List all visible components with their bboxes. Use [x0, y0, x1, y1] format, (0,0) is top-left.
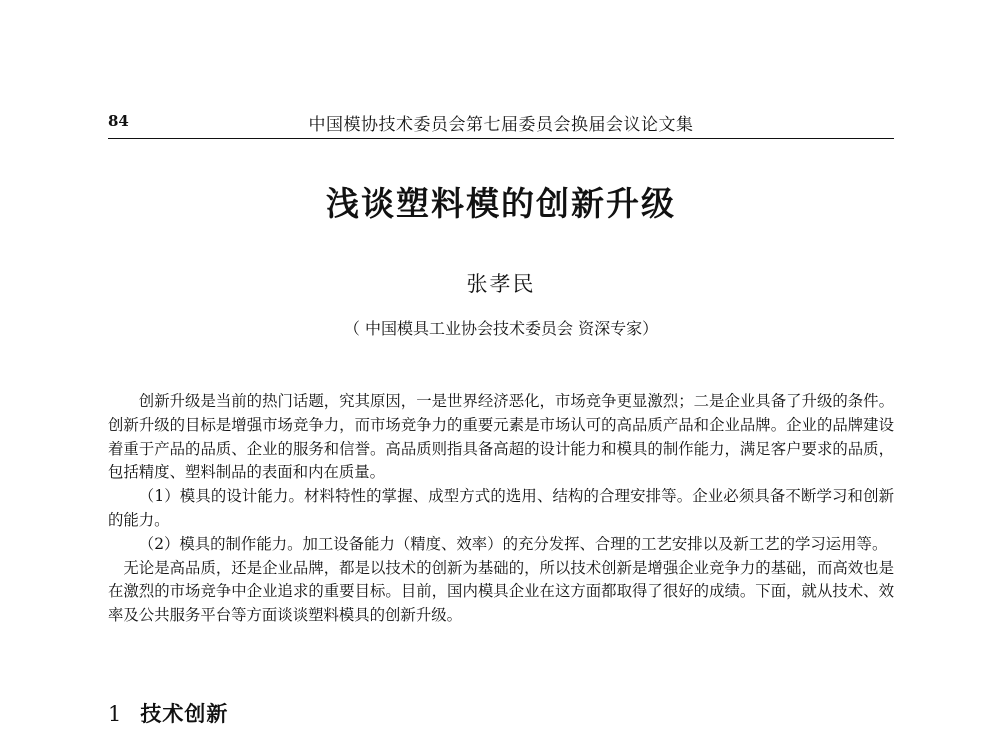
paragraph-summary: 无论是高品质，还是企业品牌，都是以技术的创新为基础的，所以技术创新是增强企业竞争力的基础，而高效也是在激烈的市场竞争中企业追求的重要目标。目前，国内模具企业在这方面都取得了很好的成绩。下面，就从技术、效率及公共服务平台等方面谈谈塑料模具的创新升级。 — [108, 558, 894, 625]
section-number: 1 — [108, 702, 123, 726]
article-title: 浅谈塑料模的创新升级 — [326, 184, 676, 223]
paragraph-design-capability: （1）模具的设计能力。材料特性的掌握、成型方式的选用、结构的合理安排等。企业必须具备不断学习和创新的能力。 — [108, 487, 894, 529]
section-heading — [108, 698, 228, 728]
running-title: 中国模协技术委员会第七届委员会换届会议论文集 — [308, 115, 694, 135]
section-title: 技术创新 — [140, 702, 229, 726]
author-name: 张孝民 — [466, 272, 536, 296]
author-affiliation: （ 中国模具工业协会技术委员会 资深专家） — [343, 319, 659, 338]
page-number: 84 — [108, 112, 129, 130]
body-text — [108, 390, 894, 628]
paragraph-manufacturing-capability: （2）模具的制作能力。加工设备能力（精度、效率）的充分发挥、合理的工艺安排以及新工艺的学习运用等。 — [138, 534, 888, 553]
header-rule — [108, 138, 894, 139]
paragraph-intro: 创新升级是当前的热门话题，究其原因，一是世界经济恶化，市场竞争更显激烈；二是企业具备了升级的条件。创新升级的目标是增强市场竞争力，而市场竞争力的重要元素是市场认可的高品质产品和企业品牌。企业的品牌建设着重于产品的品质、企业的服务和信誉。高品质则指具备高超的设计能力和模具的制作能力，满足客户要求的品质，包括精度、塑料制品的表面和内在质量。 — [108, 392, 894, 482]
